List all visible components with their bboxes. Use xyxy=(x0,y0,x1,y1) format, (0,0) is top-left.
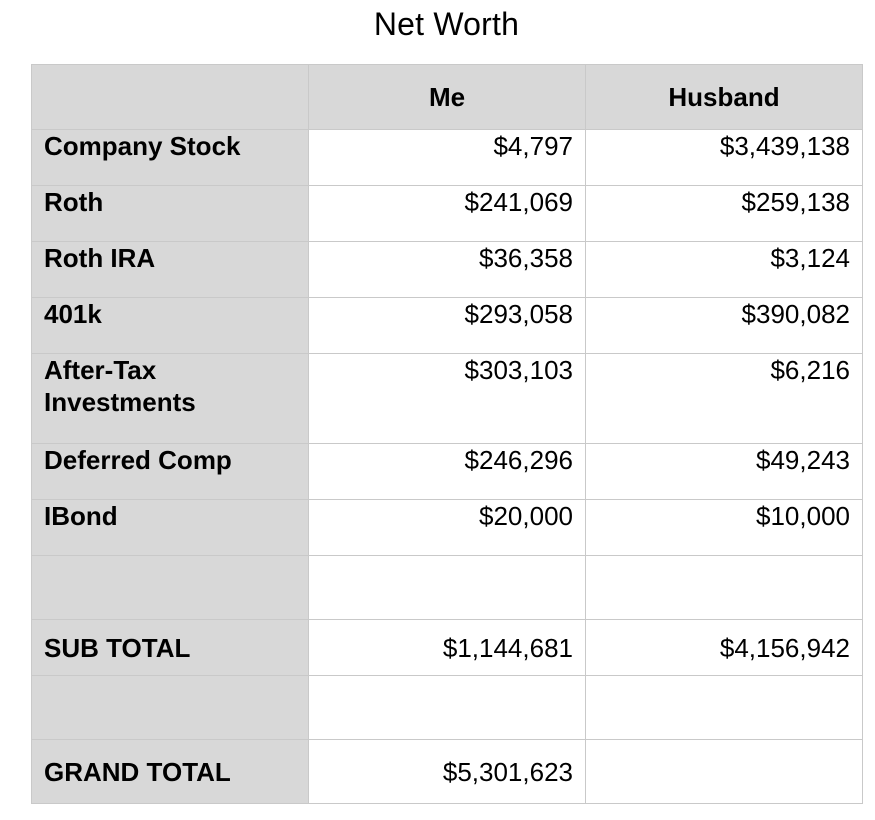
cell-husband[interactable]: $6,216 xyxy=(586,354,863,444)
table-row xyxy=(32,130,863,186)
cell-husband[interactable]: $10,000 xyxy=(586,500,863,556)
cell-husband[interactable]: $3,439,138 xyxy=(586,130,863,186)
cell-husband[interactable] xyxy=(586,556,863,620)
cell-husband[interactable] xyxy=(586,676,863,740)
cell-me[interactable]: $36,358 xyxy=(309,242,586,298)
row-label[interactable] xyxy=(32,556,309,620)
row-label[interactable] xyxy=(32,676,309,740)
page-title: Net Worth xyxy=(373,6,520,42)
row-label[interactable]: 401k xyxy=(32,298,309,354)
table-row xyxy=(32,242,863,298)
row-label[interactable]: IBond xyxy=(32,500,309,556)
table-row xyxy=(32,354,863,444)
cell-husband[interactable]: $390,082 xyxy=(586,298,863,354)
grand-total-husband[interactable] xyxy=(586,740,863,804)
cell-me[interactable] xyxy=(309,676,586,740)
table-row xyxy=(32,298,863,354)
table-row xyxy=(32,500,863,556)
table-row-empty xyxy=(32,556,863,620)
row-label[interactable]: Roth xyxy=(32,186,309,242)
subtotal-row xyxy=(32,620,863,676)
table-row-empty xyxy=(32,676,863,740)
net-worth-table xyxy=(31,64,863,804)
cell-husband[interactable]: $49,243 xyxy=(586,444,863,500)
cell-me[interactable]: $4,797 xyxy=(309,130,586,186)
cell-me[interactable]: $246,296 xyxy=(309,444,586,500)
cell-me[interactable] xyxy=(309,556,586,620)
grand-total-row xyxy=(32,740,863,804)
header-cell-husband[interactable]: Husband xyxy=(586,65,863,130)
header-cell-me[interactable]: Me xyxy=(309,65,586,130)
subtotal-label[interactable]: SUB TOTAL xyxy=(32,620,309,676)
grand-total-value[interactable]: $5,301,623 xyxy=(309,740,586,804)
table-row xyxy=(32,444,863,500)
grand-total-label[interactable]: GRAND TOTAL xyxy=(32,740,309,804)
cell-me[interactable]: $20,000 xyxy=(309,500,586,556)
cell-husband[interactable]: $3,124 xyxy=(586,242,863,298)
row-label[interactable]: Roth IRA xyxy=(32,242,309,298)
table-row xyxy=(32,186,863,242)
subtotal-me[interactable]: $1,144,681 xyxy=(309,620,586,676)
header-cell-corner[interactable] xyxy=(32,65,309,130)
row-label[interactable]: After-Tax Investments xyxy=(32,354,309,444)
row-label[interactable]: Company Stock xyxy=(32,130,309,186)
cell-husband[interactable]: $259,138 xyxy=(586,186,863,242)
cell-me[interactable]: $303,103 xyxy=(309,354,586,444)
row-label[interactable]: Deferred Comp xyxy=(32,444,309,500)
subtotal-husband[interactable]: $4,156,942 xyxy=(586,620,863,676)
header-row xyxy=(32,65,863,130)
cell-me[interactable]: $293,058 xyxy=(309,298,586,354)
cell-me[interactable]: $241,069 xyxy=(309,186,586,242)
